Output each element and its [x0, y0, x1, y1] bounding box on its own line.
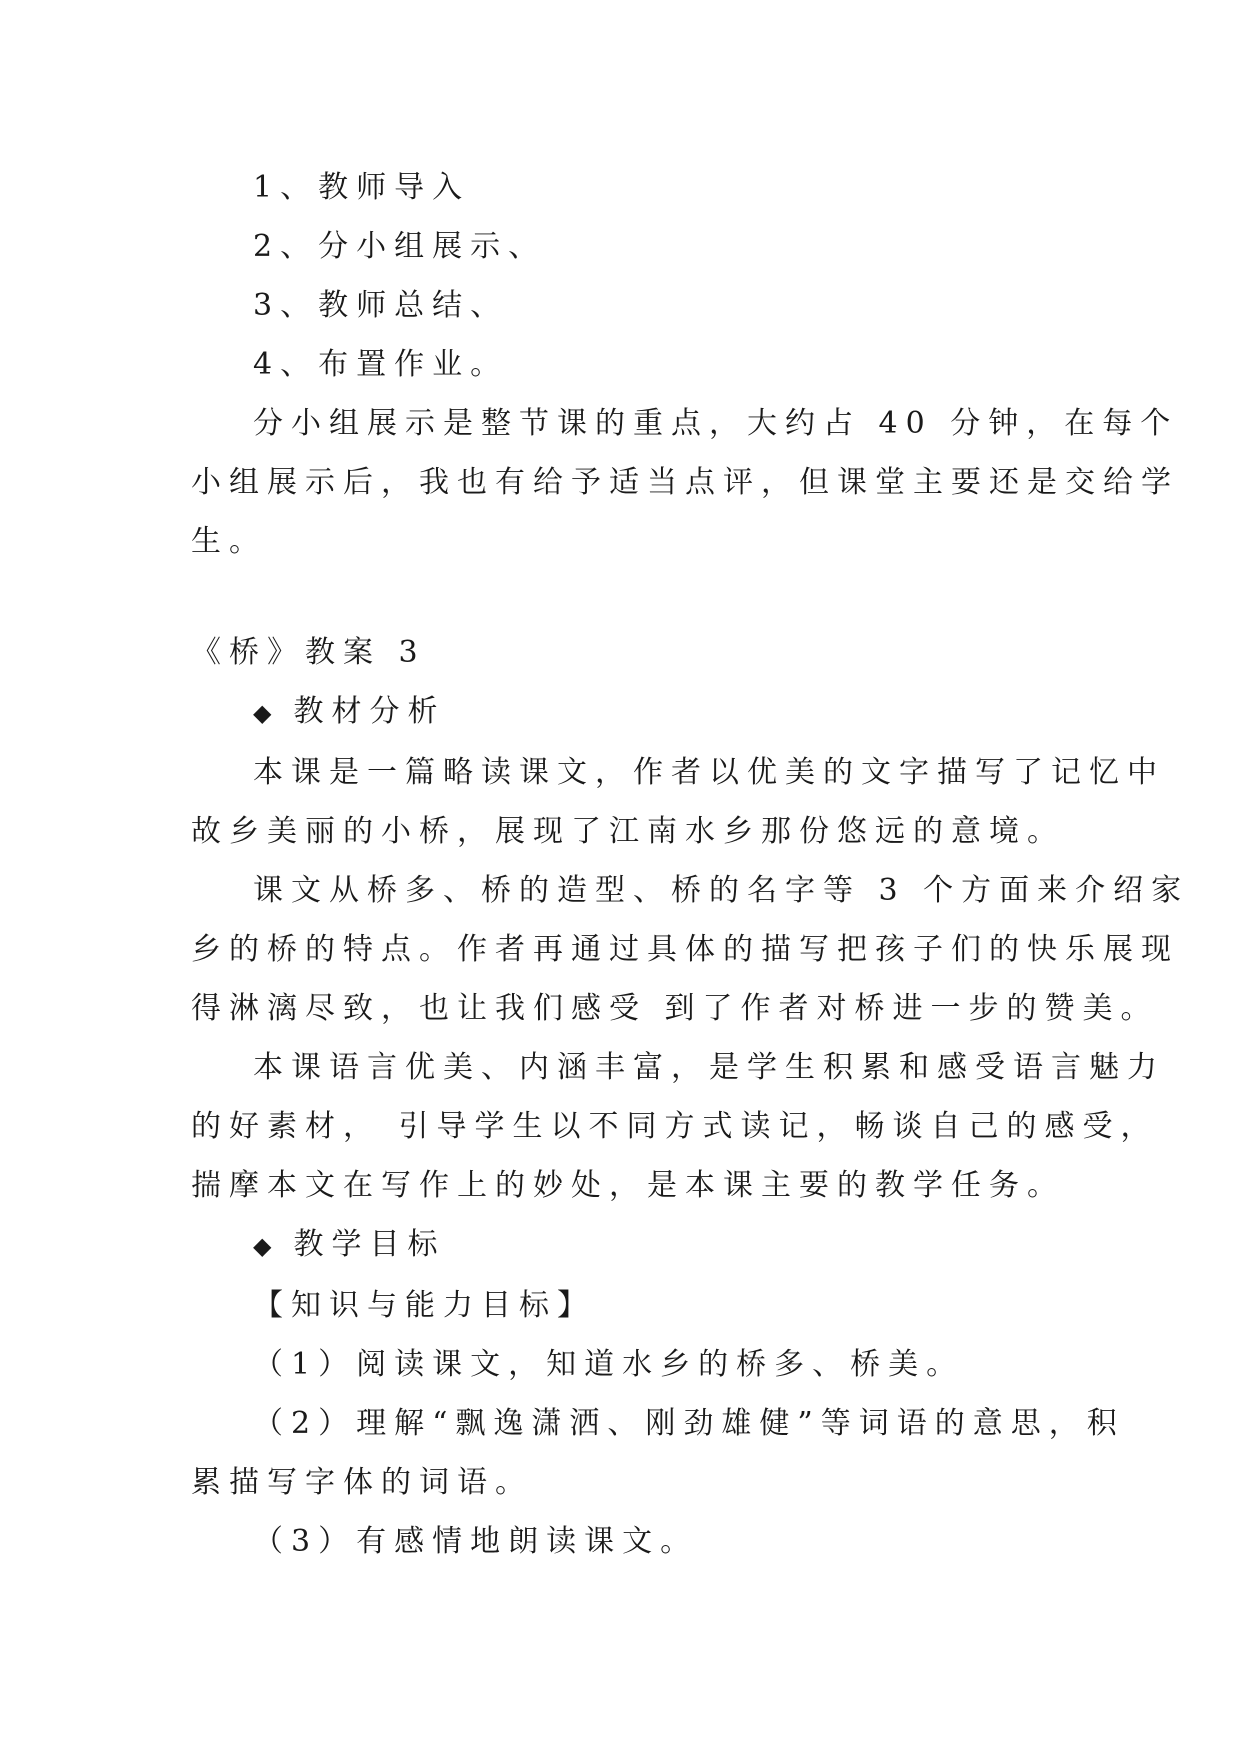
section-heading — [191, 1215, 1051, 1276]
step-item: 2、分小组展示、 — [253, 229, 547, 264]
section-heading — [191, 682, 1051, 743]
goal-item: 累描写字体的词语。 — [191, 1465, 533, 1500]
goal-item: （2）理解“飘逸潇洒、刚劲雄健”等词语的意思，积 — [253, 1406, 1125, 1441]
paragraph-line: 课文从桥多、桥的造型、桥的名字等 3 个方面来介绍家 — [253, 873, 1190, 908]
diamond-bullet-icon: ◆ — [253, 699, 272, 727]
summary-line: 生。 — [191, 524, 267, 559]
summary-line: 小组展示后，我也有给予适当点评，但课堂主要还是交给学 — [191, 465, 1179, 500]
paragraph-line: 乡的桥的特点。作者再通过具体的描写把孩子们的快乐展现 — [191, 932, 1179, 967]
subheading: 【知识与能力目标】 — [253, 1288, 595, 1323]
paragraph-line: 本课语言优美、内涵丰富，是学生积累和感受语言魅力 — [253, 1050, 1165, 1085]
step-item: 1、教师导入 — [253, 170, 471, 205]
step-item: 3、教师总结、 — [253, 288, 509, 323]
summary-line: 分小组展示是整节课的重点，大约占 40 分钟，在每个 — [253, 406, 1179, 441]
goal-item: （1）阅读课文，知道水乡的桥多、桥美。 — [253, 1347, 965, 1382]
spacer — [191, 571, 1051, 623]
paragraph-line: 得淋漓尽致，也让我们感受 到了作者对桥进一步的赞美。 — [191, 991, 1159, 1026]
paragraph-line: 本课是一篇略读课文，作者以优美的文字描写了记忆中 — [253, 755, 1165, 790]
document-title: 《桥》教案 3 — [191, 635, 426, 670]
step-item: 4、布置作业。 — [253, 347, 509, 382]
paragraph-line: 的好素材， 引导学生以不同方式读记，畅谈自己的感受， — [191, 1109, 1159, 1144]
section-heading-text: 教材分析 — [293, 694, 446, 729]
paragraph-line: 故乡美丽的小桥，展现了江南水乡那份悠远的意境。 — [191, 814, 1065, 849]
goal-item: （3）有感情地朗读课文。 — [253, 1524, 699, 1559]
paragraph-line: 揣摩本文在写作上的妙处，是本课主要的教学任务。 — [191, 1168, 1065, 1203]
diamond-bullet-icon: ◆ — [253, 1232, 272, 1260]
document-page — [191, 158, 1190, 1571]
section-heading-text: 教学目标 — [293, 1227, 446, 1262]
